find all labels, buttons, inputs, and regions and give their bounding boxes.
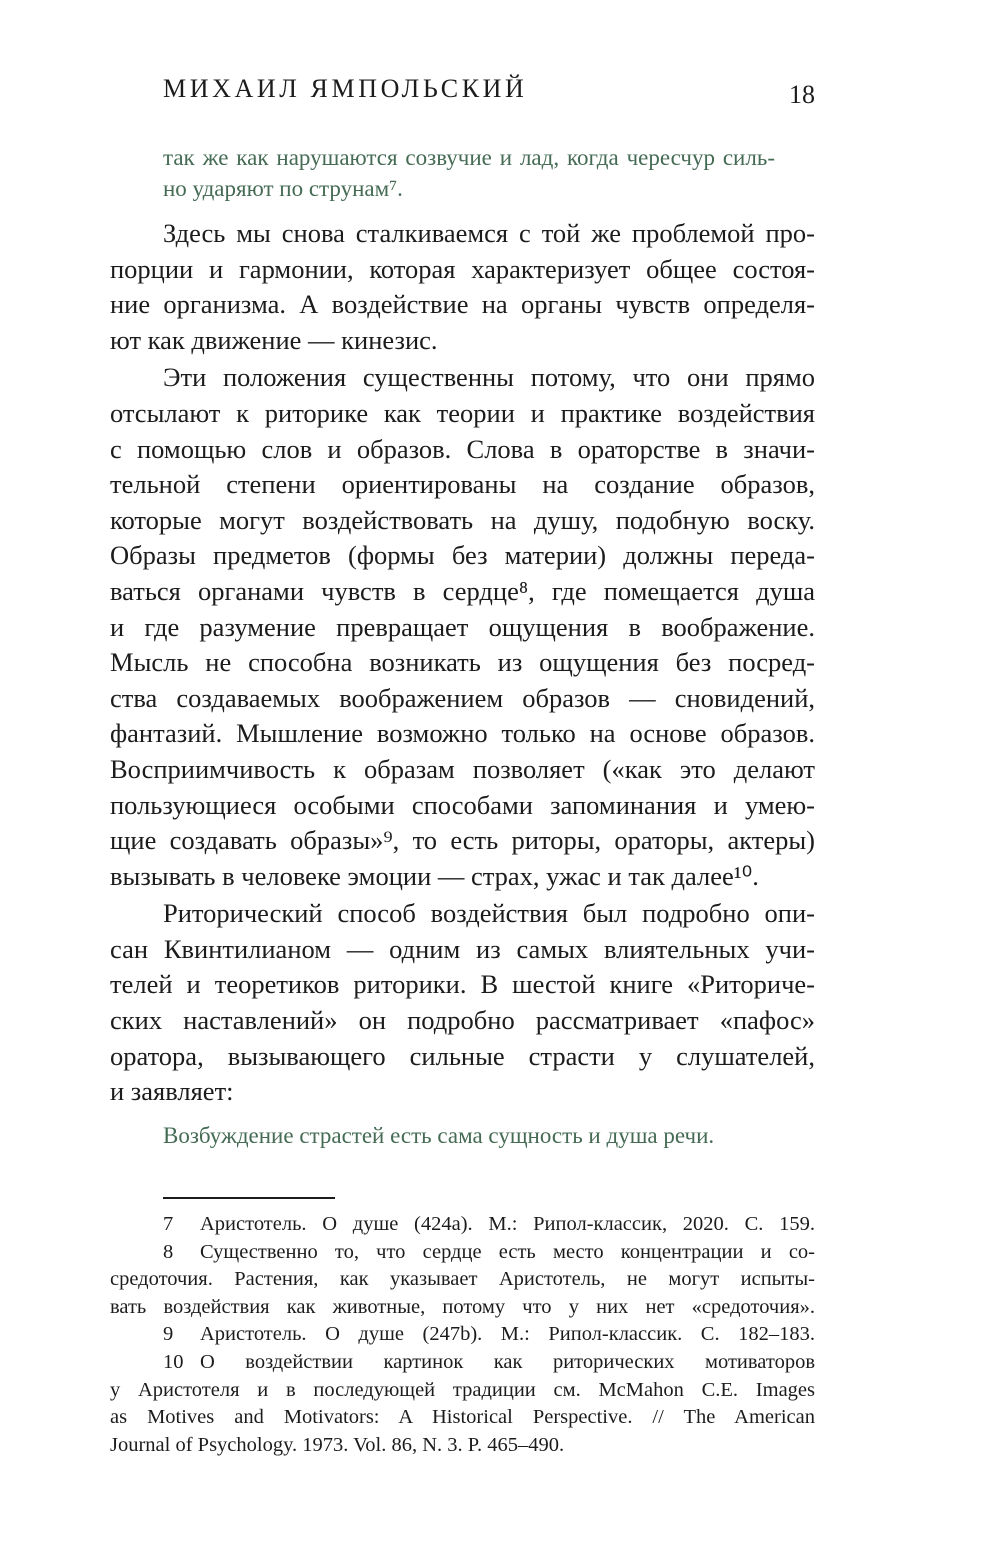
footnote-number: 8 xyxy=(163,1240,174,1263)
paragraph xyxy=(110,216,815,358)
body-line: и заявляет: xyxy=(110,1076,234,1107)
footnote-line xyxy=(110,1211,815,1239)
body-line: отсылают к риторике как теории и практике воздействия xyxy=(110,397,815,428)
footnote-text: Аристотель. О душе (247b). М.: Рипол-классик. С. 182–183. xyxy=(200,1323,815,1346)
footnote xyxy=(110,1349,815,1459)
quote-line: так же как нарушаются созвучие и лад, когда чересчур силь- xyxy=(163,145,775,170)
footnotes xyxy=(110,1211,815,1459)
footnote-line: средоточия. Растения, как указывает Аристотель, не могут испыты- xyxy=(110,1268,815,1291)
paragraph xyxy=(110,360,815,894)
footnote-text: О воздействии картинок как риторических мотиваторов xyxy=(200,1350,815,1373)
body-line: Образы предметов (формы без материи) должны переда- xyxy=(110,540,815,571)
running-head-author: МИХАИЛ ЯМПОЛЬСКИЙ xyxy=(163,74,528,103)
body-line: с помощью слов и образов. Слова в ораторстве в значи- xyxy=(110,433,815,464)
body-line: вызывать в человеке эмоции — страх, ужас и так далее¹⁰. xyxy=(110,860,759,891)
footnote xyxy=(110,1321,815,1349)
body-line: тельной степени ориентированы на создание образов, xyxy=(110,469,815,500)
body-line: и где разумение превращает ощущения в воображение. xyxy=(110,611,815,642)
body-line: которые могут воздействовать на душу, подобную воску. xyxy=(110,504,815,535)
body-line: сан Квинтилианом — одним из самых влиятельных учи- xyxy=(110,933,815,964)
body-line: ских наставлений» он подробно рассматривает «пафос» xyxy=(110,1005,815,1036)
footnote xyxy=(110,1239,815,1322)
quote-line: Возбуждение страстей есть сама сущность и душа речи. xyxy=(163,1123,715,1148)
epigraph-quote xyxy=(163,142,775,204)
footnote-rule xyxy=(163,1197,335,1199)
footnote-text: Аристотель. О душе (424a). М.: Рипол-классик, 2020. С. 159. xyxy=(200,1213,815,1235)
quote-line: но ударяют по струнам⁷. xyxy=(163,176,403,201)
body-line: Риторический способ воздействия был подробно опи- xyxy=(163,898,815,929)
footnote-text: Существенно то, что сердце есть место концентрации и со- xyxy=(200,1240,815,1263)
footnote-number: 10 xyxy=(163,1350,184,1373)
body-line: пользующиеся особыми способами запоминания и умею- xyxy=(110,789,815,820)
footnote xyxy=(110,1211,815,1239)
body-line: Восприимчивость к образам позволяет («как это делают xyxy=(110,753,815,784)
footnote-line: вать воздействия как животные, потому что у них нет «средоточия». xyxy=(110,1295,815,1318)
footnote-number: 7 xyxy=(163,1213,174,1235)
body-line: ние организма. А воздействие на органы чувств определя- xyxy=(110,289,815,320)
body-line: оратора, вызывающего сильные страсти у слушателей, xyxy=(110,1040,815,1071)
body-line: фантазий. Мышление возможно только на основе образов. xyxy=(110,718,815,749)
main-text xyxy=(110,216,815,1110)
footnote-line: as Motives and Motivators: A Historical Perspective. // The American xyxy=(110,1406,815,1429)
body-line: порции и гармонии, которая характеризует общее состоя- xyxy=(110,253,815,284)
body-line: телей и теоретиков риторики. В шестой книге «Риториче- xyxy=(110,969,815,1000)
body-line: Эти положения существенны потому, что они прямо xyxy=(163,362,815,393)
footnote-line: у Аристотеля и в последующей традиции см. McMahon C.E. Images xyxy=(110,1378,815,1401)
footnote-line: Journal of Psychology. 1973. Vol. 86, N. 3. P. 465–490. xyxy=(110,1433,565,1456)
footnote-line xyxy=(110,1239,815,1267)
body-line: Мысль не способна возникать из ощущения без посред- xyxy=(110,647,815,678)
block-quote xyxy=(163,1120,775,1151)
body-line: щие создавать образы»⁹, то есть риторы, ораторы, актеры) xyxy=(110,825,815,856)
footnote-line xyxy=(110,1321,815,1349)
paragraph xyxy=(110,896,815,1110)
page-number: 18 xyxy=(789,80,815,109)
body-line: ют как движение — кинезис. xyxy=(110,324,438,355)
footnote-line xyxy=(110,1349,815,1377)
footnote-number: 9 xyxy=(163,1323,174,1346)
body-line: ваться органами чувств в сердце⁸, где помещается душа xyxy=(110,575,815,606)
body-line: Здесь мы снова сталкиваемся с той же проблемой про- xyxy=(163,218,815,248)
body-line: ства создаваемых воображением образов — сновидений, xyxy=(110,682,815,713)
